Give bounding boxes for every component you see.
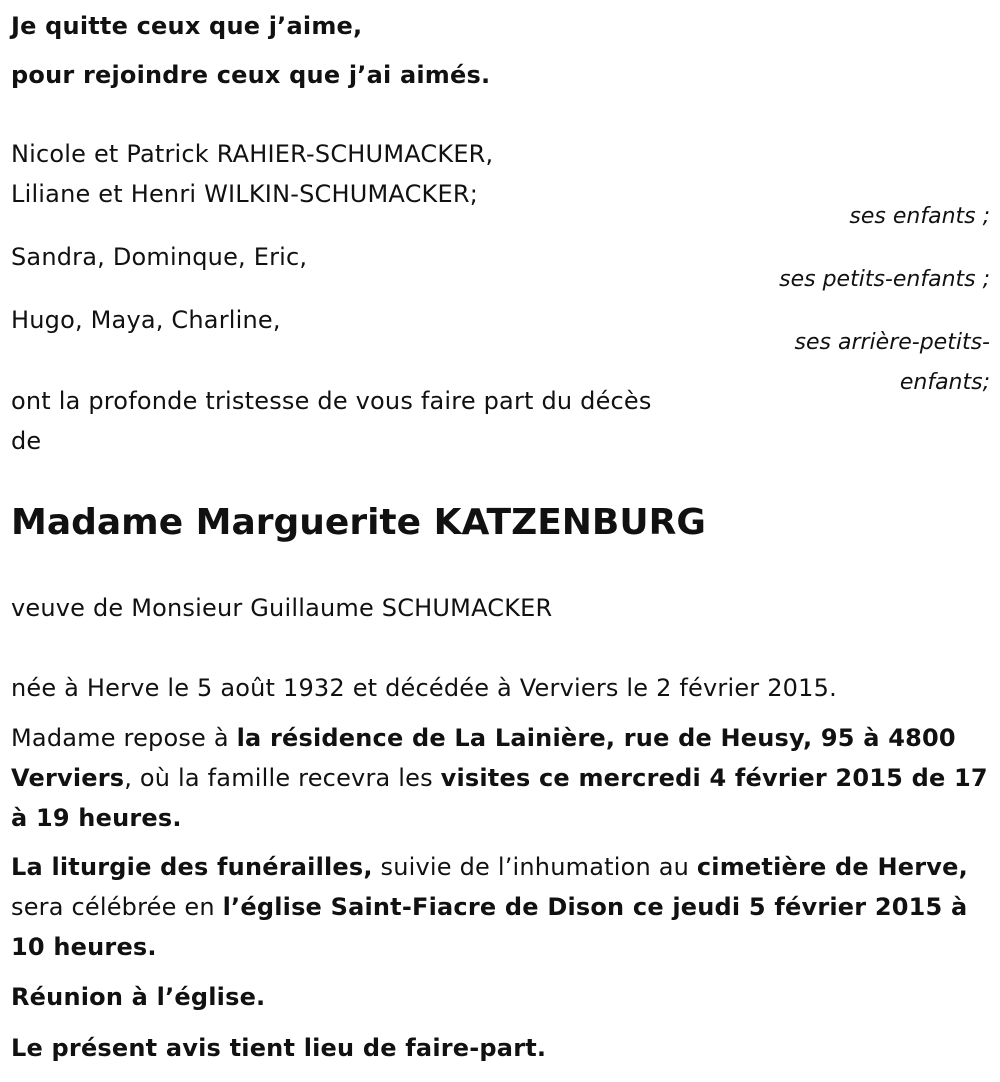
funeral-paragraph — [11, 847, 991, 967]
repose-place: la résidence de La Lainière, rue de Heusy, 95 à 4800 Verviers — [11, 724, 956, 792]
children-role: ses enfants ; — [849, 204, 990, 229]
announcement-line-2: de — [11, 427, 42, 455]
notice-note: Le présent avis tient lieu de faire-part. — [11, 1034, 547, 1062]
repose-middle: , où la famille recevra les — [124, 764, 441, 792]
repose-paragraph — [11, 718, 991, 838]
reunion-note: Réunion à l’église. — [11, 983, 266, 1011]
announcement-line-1: ont la profonde tristesse de vous faire part du décès — [11, 387, 652, 415]
epigraph-line-2: pour rejoindre ceux que j’ai aimés. — [11, 61, 491, 89]
epigraph-line-1: Je quitte ceux que j’aime, — [11, 12, 363, 40]
children-line-2: Liliane et Henri WILKIN-SCHUMACKER; — [11, 180, 479, 208]
deceased-name: Madame Marguerite KATZENBURG — [11, 502, 706, 543]
grandchildren-role: ses petits-enfants ; — [779, 267, 990, 292]
great-grandchildren-role-line-2: enfants; — [899, 370, 990, 395]
widow-of: veuve de Monsieur Guillaume SCHUMACKER — [11, 594, 553, 622]
funeral-middle-2: sera célébrée en — [11, 893, 223, 921]
liturgy-label: La liturgie des funérailles, — [11, 853, 373, 881]
great-grandchildren: Hugo, Maya, Charline, — [11, 306, 281, 334]
birth-death: née à Herve le 5 août 1932 et décédée à Verviers le 2 février 2015. — [11, 674, 837, 702]
children-line-1: Nicole et Patrick RAHIER-SCHUMACKER, — [11, 140, 494, 168]
repose-prefix: Madame repose à — [11, 724, 237, 752]
grandchildren: Sandra, Dominque, Eric, — [11, 243, 308, 271]
cemetery: cimetière de Herve, — [696, 853, 968, 881]
funeral-middle-1: suivie de l’inhumation au — [372, 853, 697, 881]
visit-times: visites ce mercredi 4 février 2015 de 17 à 19 heures. — [11, 764, 988, 832]
church-details: l’église Saint-Fiacre de Dison ce jeudi 5 février 2015 à 10 heures. — [11, 893, 968, 961]
great-grandchildren-role-line-1: ses arrière-petits- — [794, 330, 990, 355]
